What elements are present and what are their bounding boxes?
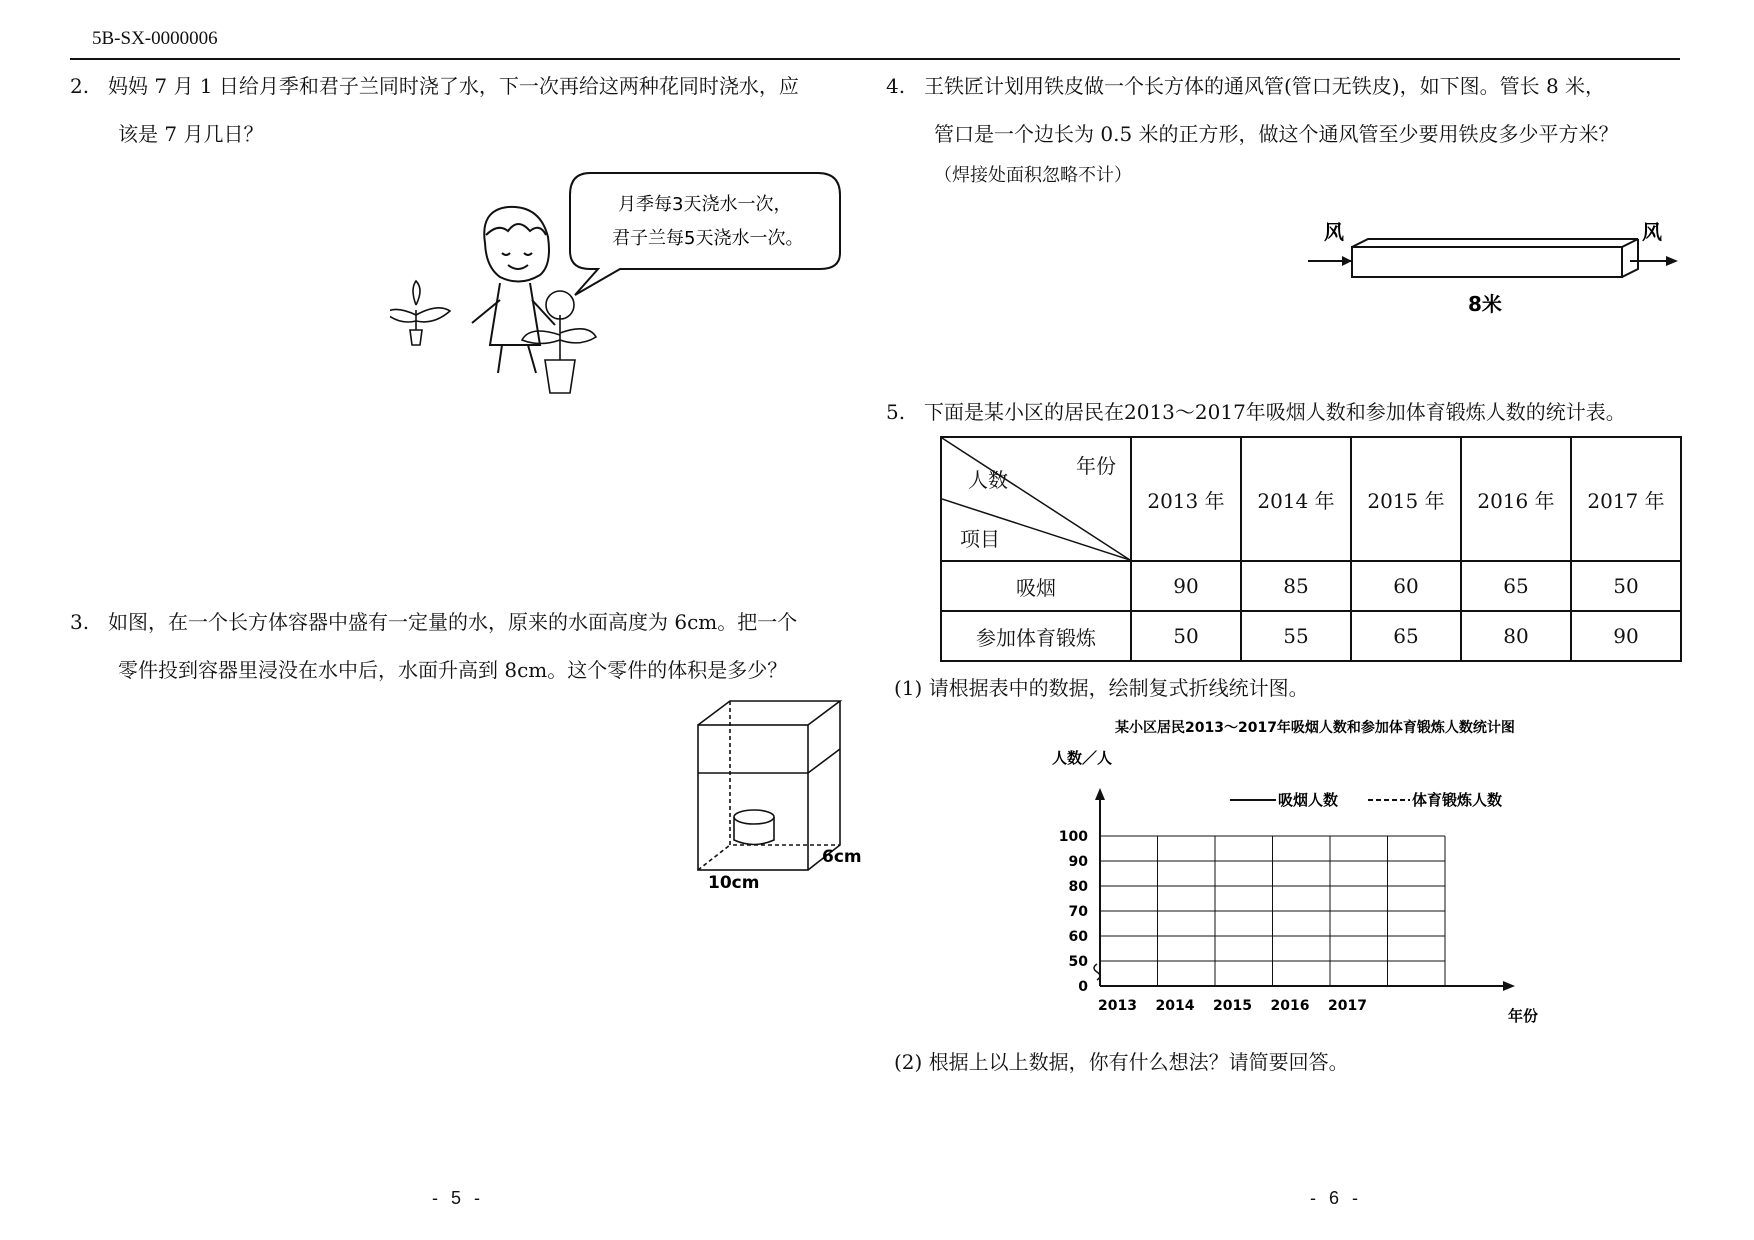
q3-line2: 零件投到容器里浸没在水中后，水面升高到 8cm。这个零件的体积是多少？	[118, 658, 788, 682]
chart-grid	[1100, 836, 1445, 986]
y-tick-labels	[1059, 829, 1088, 995]
air-duct-diagram	[1300, 215, 1680, 325]
page-number-right: - 6 -	[1310, 1188, 1363, 1208]
q2-number: 2.	[70, 74, 90, 98]
q2-line1	[70, 64, 799, 108]
table-cell: 90	[1131, 561, 1241, 611]
table-cell: 55	[1241, 611, 1351, 661]
table-header-row	[941, 437, 1681, 561]
q5-number: 5.	[886, 400, 906, 424]
table-cell: 65	[1351, 611, 1461, 661]
row-label: 参加体育锻炼	[941, 611, 1131, 661]
legend-exercise: 体育锻炼人数	[1412, 791, 1503, 809]
y-axis-arrow	[1095, 788, 1105, 800]
q4-line1	[886, 64, 1605, 108]
table-cell: 65	[1461, 561, 1571, 611]
year-header: 2016 年	[1461, 437, 1571, 561]
table-row	[941, 561, 1681, 611]
q2-text-1: 妈妈 7 月 1 日给月季和君子兰同时浇了水，下一次再给这两种花同时浇水，应	[108, 74, 799, 98]
bubble-line2: 君子兰每5天浇水一次。	[612, 228, 804, 249]
page-number-left: - 5 -	[432, 1188, 485, 1208]
q4-note: （焊接处面积忽略不计）	[934, 165, 1132, 186]
x-tick-label: 2016	[1270, 998, 1310, 1014]
q3-line1	[70, 600, 797, 644]
header-rule	[70, 58, 1680, 60]
girl-figure	[472, 207, 555, 373]
water-surface	[698, 749, 840, 773]
document-code: 5B-SX-0000006	[92, 28, 218, 49]
q5-intro-line	[886, 390, 1626, 434]
table-cell: 50	[1131, 611, 1241, 661]
chart-title: 某小区居民2013～2017年吸烟人数和参加体育锻炼人数统计图	[1115, 720, 1515, 736]
stats-table	[940, 436, 1682, 662]
q3-text-1: 如图，在一个长方体容器中盛有一定量的水，原来的水面高度为 6cm。把一个	[108, 610, 798, 634]
x-axis-label: 年份	[1508, 1007, 1539, 1025]
q3-number: 3.	[70, 610, 90, 634]
q5-sub2: (2) 根据上以上数据，你有什么想法？请简要回答。	[894, 1050, 1349, 1074]
q4-number: 4.	[886, 74, 906, 98]
q4-text-1: 王铁匠计划用铁皮做一个长方体的通风管(管口无铁皮)，如下图。管长 8 米，	[924, 74, 1606, 98]
bubble-line1: 月季每3天浇水一次，	[618, 194, 792, 215]
wind-right-label: 风	[1642, 220, 1662, 244]
year-header: 2015 年	[1351, 437, 1461, 561]
year-header: 2014 年	[1241, 437, 1351, 561]
q5-sub1: (1) 请根据表中的数据，绘制复式折线统计图。	[894, 676, 1309, 700]
clivia-flower-icon	[390, 281, 450, 345]
q2-illustration	[390, 165, 860, 455]
table-cell: 50	[1571, 561, 1681, 611]
x-tick-label: 2017	[1328, 998, 1367, 1014]
container-diagram	[690, 695, 870, 895]
x-tick-label: 2013	[1098, 998, 1137, 1014]
table-cell: 80	[1461, 611, 1571, 661]
table-cell: 85	[1241, 561, 1351, 611]
y-tick-label: 50	[1068, 954, 1088, 970]
y-tick-label: 100	[1058, 829, 1088, 845]
year-header: 2017 年	[1571, 437, 1681, 561]
corner-item-label: 项目	[960, 527, 1000, 551]
y-tick-label: 90	[1068, 854, 1088, 870]
container-width-label: 10cm	[708, 873, 760, 893]
y-axis-label: 人数／人	[1052, 749, 1113, 767]
x-axis-arrow	[1503, 981, 1515, 991]
wind-left-label: 风	[1324, 220, 1344, 244]
y-tick-label: 60	[1068, 929, 1088, 945]
q5-intro: 下面是某小区的居民在2013～2017年吸烟人数和参加体育锻炼人数的统计表。	[924, 400, 1626, 424]
x-tick-labels	[1098, 998, 1367, 1014]
corner-year-label: 年份	[1076, 454, 1116, 478]
duct-length-label: 8米	[1468, 292, 1502, 316]
y-tick-label: 80	[1068, 879, 1088, 895]
table-cell: 90	[1571, 611, 1681, 661]
blank-line-chart	[1050, 716, 1580, 1036]
table-corner-cell	[941, 437, 1131, 561]
x-tick-label: 2014	[1155, 998, 1195, 1014]
table-row	[941, 611, 1681, 661]
table-cell: 60	[1351, 561, 1461, 611]
q2-line2: 该是 7 月几日？	[118, 122, 264, 146]
corner-count-label: 人数	[968, 468, 1008, 492]
q4-line2: 管口是一个边长为 0.5 米的正方形，做这个通风管至少要用铁皮多少平方米？	[934, 122, 1619, 146]
row-label: 吸烟	[941, 561, 1131, 611]
x-tick-label: 2015	[1213, 998, 1252, 1014]
year-header: 2013 年	[1131, 437, 1241, 561]
legend-smoking: 吸烟人数	[1278, 791, 1339, 809]
y-tick-label: 0	[1078, 979, 1088, 995]
container-depth-label: 6cm	[822, 847, 862, 867]
y-tick-label: 70	[1068, 904, 1088, 920]
